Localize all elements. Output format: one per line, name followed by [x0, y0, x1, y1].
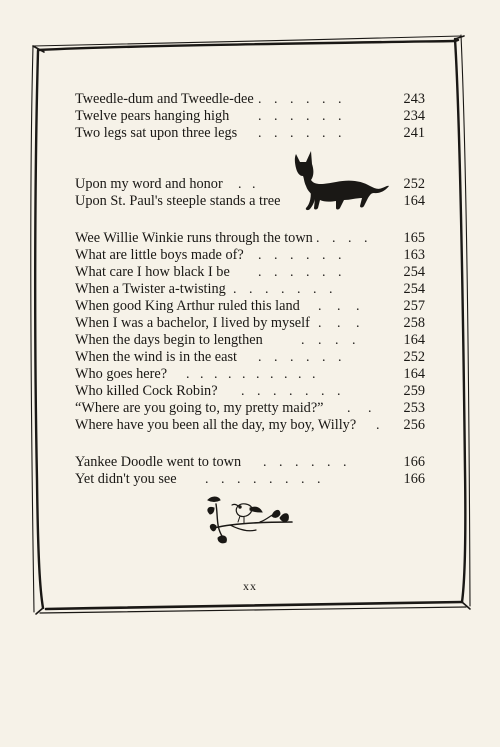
- list-item: [75, 247, 425, 264]
- dot-leader: . . . . . .: [258, 126, 342, 141]
- entry-title: Who goes here?: [75, 366, 168, 382]
- entry-page: 165: [403, 230, 425, 246]
- entry-page: 252: [403, 176, 425, 192]
- dot-leader: . . . .: [301, 333, 356, 348]
- folio: xx: [243, 579, 257, 593]
- entry-title: Upon my word and honor: [75, 176, 223, 192]
- toc-group-y: [75, 454, 425, 488]
- bird-illustration: [200, 492, 300, 552]
- entry-page: 253: [403, 400, 425, 416]
- entry-page: 166: [403, 454, 425, 470]
- entry-page: 256: [403, 417, 425, 433]
- dot-leader: . . . . . .: [258, 109, 342, 124]
- list-item: [75, 281, 425, 298]
- list-item: [75, 125, 425, 142]
- dot-leader: . . . . . .: [258, 248, 342, 263]
- dot-leader: . .: [347, 401, 372, 416]
- dot-leader: . . . .: [316, 231, 368, 246]
- dot-leader: . . .: [318, 299, 360, 314]
- entry-title: When I was a bachelor, I lived by myself: [75, 315, 310, 331]
- entry-title: Upon St. Paul's steeple stands a tree: [75, 193, 281, 209]
- entry-title: When the days begin to lengthen: [75, 332, 263, 348]
- dot-leader: . . . . . . . .: [205, 472, 321, 487]
- entry-title: Twelve pears hanging high: [75, 108, 230, 124]
- entry-page: 164: [403, 332, 425, 348]
- entry-page: 241: [403, 125, 425, 141]
- entry-title: Wee Willie Winkie runs through the town: [75, 230, 313, 246]
- dot-leader: . . .: [318, 316, 360, 331]
- entry-page: 252: [403, 349, 425, 365]
- dot-leader: . .: [238, 177, 256, 192]
- dot-leader: . . . . . .: [258, 350, 342, 365]
- list-item: [75, 230, 425, 247]
- list-item: [75, 454, 425, 471]
- list-item: [75, 471, 425, 488]
- dot-leader: .: [376, 418, 380, 433]
- list-item: [75, 366, 425, 383]
- toc-group-tw: [75, 91, 425, 142]
- entry-page: 259: [403, 383, 425, 399]
- entry-title: “Where are you going to, my pretty maid?”: [75, 400, 324, 416]
- entry-title: Where have you been all the day, my boy, Willy?: [75, 417, 357, 433]
- entry-title: Yet didn't you see: [75, 471, 177, 487]
- entry-page: 164: [403, 366, 425, 382]
- cat-illustration: [290, 148, 390, 212]
- entry-page: 254: [403, 281, 425, 297]
- entry-title: When good King Arthur ruled this land: [75, 298, 300, 314]
- list-item: [75, 383, 425, 400]
- list-item: [75, 417, 425, 434]
- entry-page: 164: [403, 193, 425, 209]
- entry-title: Tweedle-dum and Tweedle-dee: [75, 91, 254, 107]
- entry-page: 163: [403, 247, 425, 263]
- entry-title: When the wind is in the east: [75, 349, 237, 365]
- list-item: [75, 91, 425, 108]
- list-item: [75, 298, 425, 315]
- entry-title: Two legs sat upon three legs: [75, 125, 238, 141]
- list-item: [75, 315, 425, 332]
- entry-page: 243: [403, 91, 425, 107]
- entry-page: 257: [403, 298, 425, 314]
- entry-page: 234: [403, 108, 425, 124]
- entry-title: What care I how black I be: [75, 264, 230, 280]
- dot-leader: . . . . . .: [263, 455, 347, 470]
- toc-group-w: [75, 230, 425, 434]
- entry-title: When a Twister a-twisting: [75, 281, 226, 297]
- dot-leader: . . . . . . .: [241, 384, 341, 399]
- dot-leader: . . . . . . . . . .: [186, 367, 316, 382]
- dot-leader: . . . . . . .: [233, 282, 333, 297]
- entry-title: Yankee Doodle went to town: [75, 454, 242, 470]
- list-item: [75, 349, 425, 366]
- entry-title: What are little boys made of?: [75, 247, 244, 263]
- list-item: [75, 264, 425, 281]
- entry-title: Who killed Cock Robin?: [75, 383, 218, 399]
- entry-page: 258: [403, 315, 425, 331]
- dot-leader: . . . . . .: [258, 265, 342, 280]
- list-item: [75, 108, 425, 125]
- entry-page: 166: [403, 471, 425, 487]
- dot-leader: . . . . . .: [258, 92, 342, 107]
- list-item: [75, 332, 425, 349]
- entry-page: 254: [403, 264, 425, 280]
- list-item: [75, 400, 425, 417]
